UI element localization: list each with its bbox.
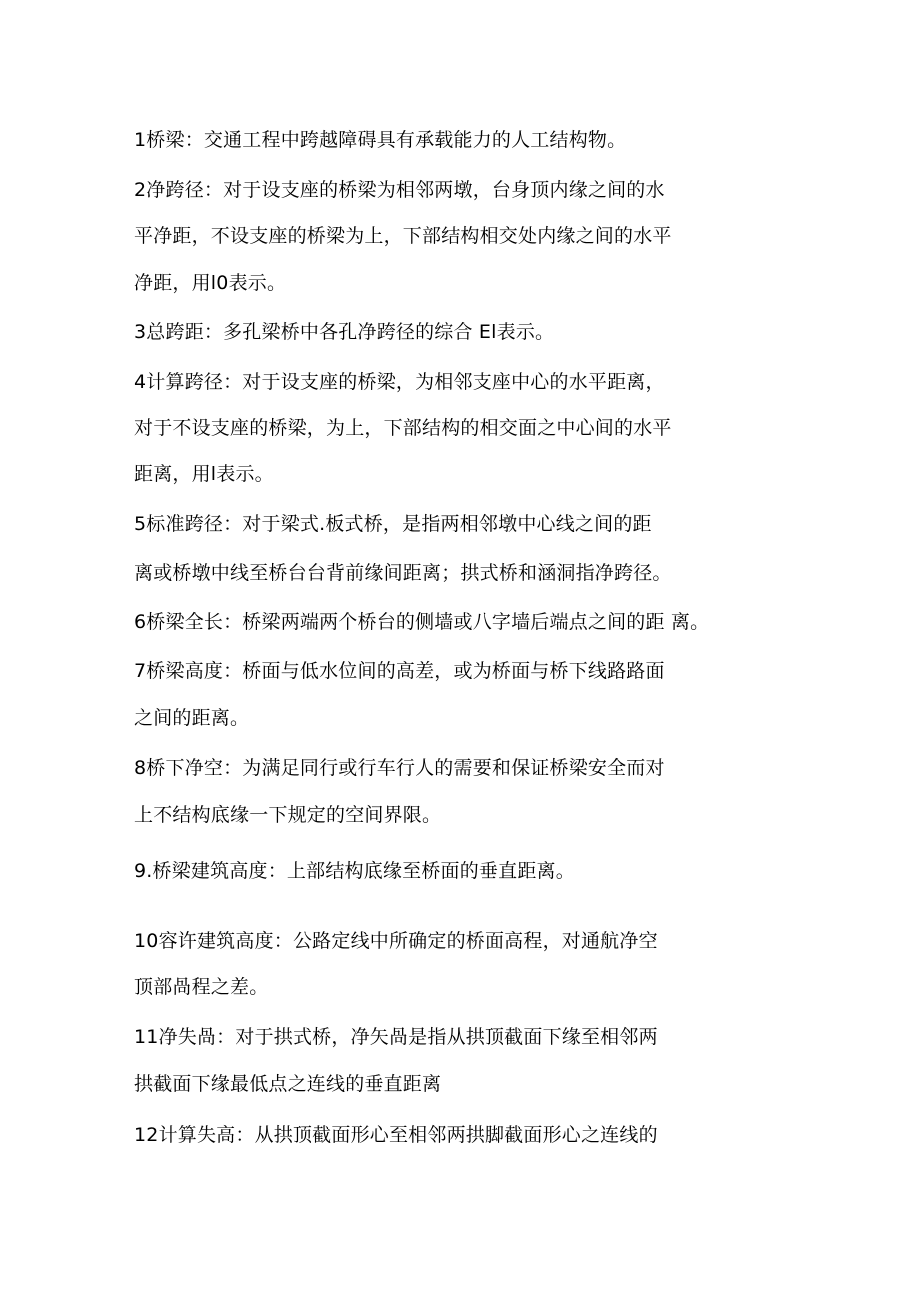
text-line-19: 11净失咼：对于拱式桥，净矢咼是指从拱顶截面下缘至相邻两: [134, 1026, 658, 1048]
text-line-17: 10容许建筑高度：公路定线中所确定的桥面高程，对通航净空: [134, 930, 658, 952]
text-line-12: 7桥梁高度：桥面与低水位间的高差，或为桥面与桥下线路路面: [134, 660, 665, 682]
text-line-18: 顶部咼程之差。: [134, 976, 269, 998]
text-line-13: 之间的距离。: [134, 707, 250, 729]
text-line-7: 对于不设支座的桥梁，为上，下部结构的相交面之中心间的水平: [134, 417, 672, 439]
text-line-16: 9.桥梁建筑高度：上部结构底缘至桥面的垂直距离。: [134, 860, 575, 882]
text-line-6: 4计算跨径：对于设支座的桥梁，为相邻支座中心的水平距离，: [134, 371, 665, 393]
text-line-20: 拱截面下缘最低点之连线的垂直距离: [134, 1073, 442, 1095]
text-line-14: 8桥下净空：为满足同行或行车行人的需要和保证桥梁安全而对: [134, 757, 665, 779]
text-line-9: 5标准跨径：对于梁式.板式桥，是指两相邻墩中心线之间的距: [134, 513, 652, 535]
text-line-1: 1桥梁：交通工程中跨越障碍具有承载能力的人工结构物。: [134, 129, 627, 151]
text-line-4: 净距，用l0表示。: [134, 272, 287, 294]
text-line-10: 离或桥墩中线至桥台台背前缘间距离；拱式桥和涵洞指净跨径。: [134, 562, 672, 584]
text-line-21: 12计算失高：从拱顶截面形心至相邻两拱脚截面形心之连线的: [134, 1124, 658, 1146]
text-line-2: 2净跨径：对于设支座的桥梁为相邻两墩，台身顶内缘之间的水: [134, 179, 665, 201]
text-line-5: 3总跨距：多孔梁桥中各孔净跨径的综合 El表示。: [134, 321, 555, 343]
text-line-11: 6桥梁全长：桥梁两端两个桥台的侧墙或八字墙后端点之间的距 离。: [134, 611, 710, 633]
text-line-3: 平净距，不设支座的桥梁为上，下部结构相交处内缘之间的水平: [134, 225, 672, 247]
text-line-8: 距离，用l表示。: [134, 463, 274, 485]
text-line-15: 上不结构底缘一下规定的空间界限。: [134, 804, 442, 826]
